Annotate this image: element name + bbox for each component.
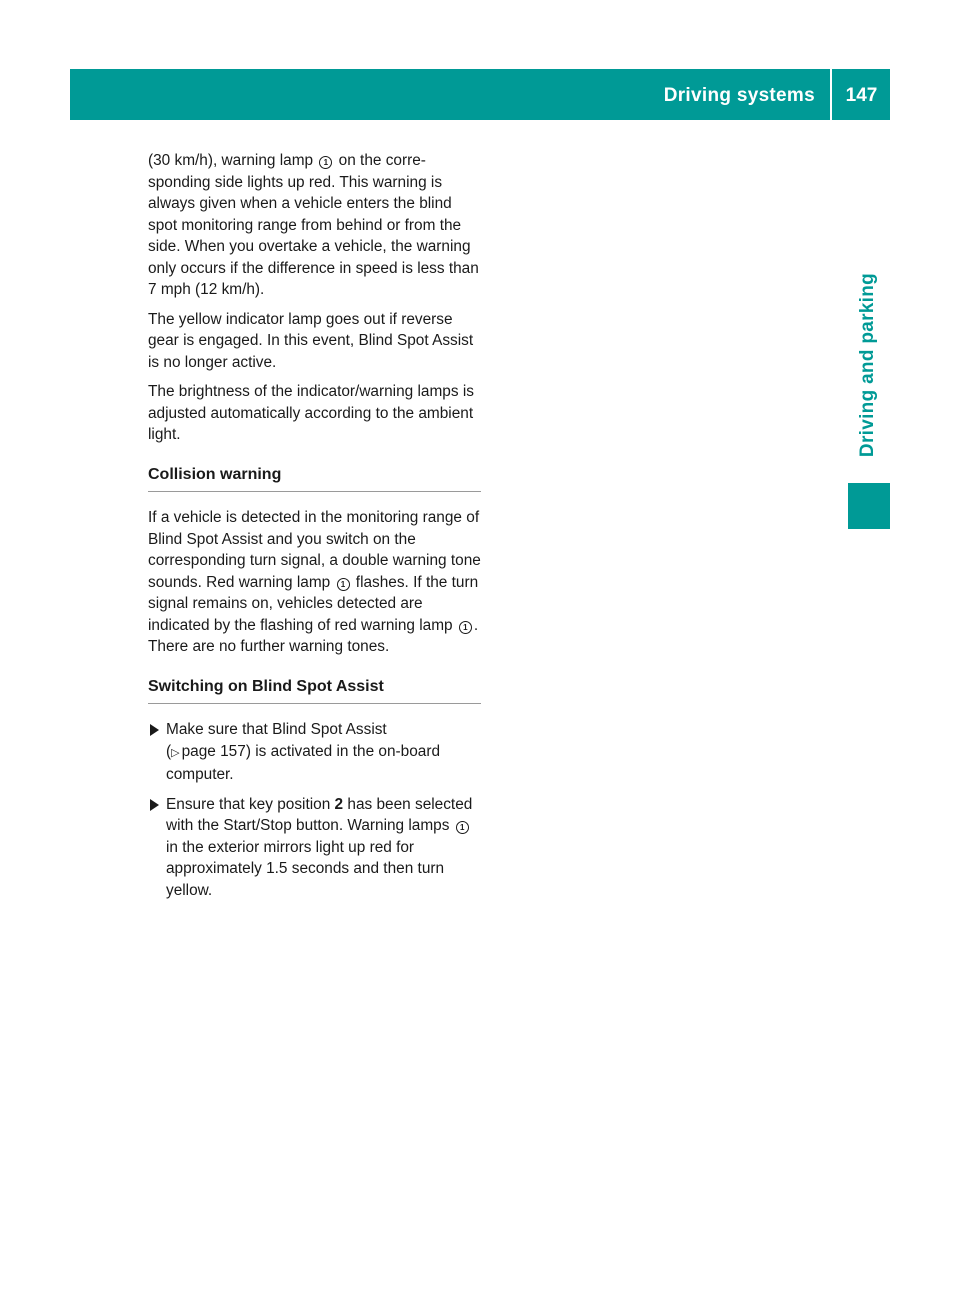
callout-1-icon: 1	[456, 821, 469, 834]
page-reference-triangle-icon: ▷	[171, 746, 180, 759]
chapter-tab-label	[848, 245, 888, 485]
page-reference-link[interactable]: page 157	[181, 742, 246, 760]
section-title: Driving systems	[663, 85, 815, 106]
collision-warning-paragraph: If a vehicle is detected in the monitoring range of Blind Spot Assist and you switch on the corresponding turn signal, a double warning tone sounds. Red warning lamp 1 flashes. If the turn signal remains on, vehicles detected are indicated by the flashing of red warning lamp 1 . There are no further warning tones.	[148, 509, 481, 655]
step-arrow-icon	[150, 799, 159, 811]
step-arrow-icon	[150, 724, 159, 736]
switching-on-heading: Switching on Blind Spot Assist	[148, 676, 481, 705]
header-divider	[830, 69, 832, 120]
callout-1-icon: 1	[459, 621, 472, 634]
collision-warning-heading: Collision warning	[148, 464, 481, 493]
instruction-step-2: Ensure that key position 2 has been selected with the Start/Stop button. Warning lamps 1 in the exterior mirrors light up red for approximately 1.5 seconds and then turn yellow.	[148, 794, 481, 902]
main-content	[148, 150, 481, 909]
intro-paragraph-1: (30 km/h), warning lamp 1 on the corre-sponding side lights up red. This warning is always given when a vehicle enters the blind spot monitoring range from behind or from the side. When you overtake a vehicle, the warning only occurs if the difference in speed is less than 7 mph (12 km/h).	[148, 152, 479, 298]
chapter-tab-text: Driving and parking	[857, 272, 878, 458]
header-bar	[70, 69, 890, 120]
callout-1-icon: 1	[337, 578, 350, 591]
page-number: 147	[845, 85, 878, 106]
callout-1-icon: 1	[319, 156, 332, 169]
chapter-tab-marker	[848, 483, 890, 529]
instruction-step-1: Make sure that Blind Spot Assist (▷ page 157) is activated in the on-board computer.	[148, 719, 481, 786]
intro-paragraph-3: The brightness of the indicator/warning lamps is adjusted automatically according to the ambient light.	[148, 383, 474, 443]
key-position-value: 2	[334, 795, 344, 813]
intro-paragraph-2: The yellow indicator lamp goes out if reverse gear is engaged. In this event, Blind Spot Assist is no longer active.	[148, 310, 474, 371]
